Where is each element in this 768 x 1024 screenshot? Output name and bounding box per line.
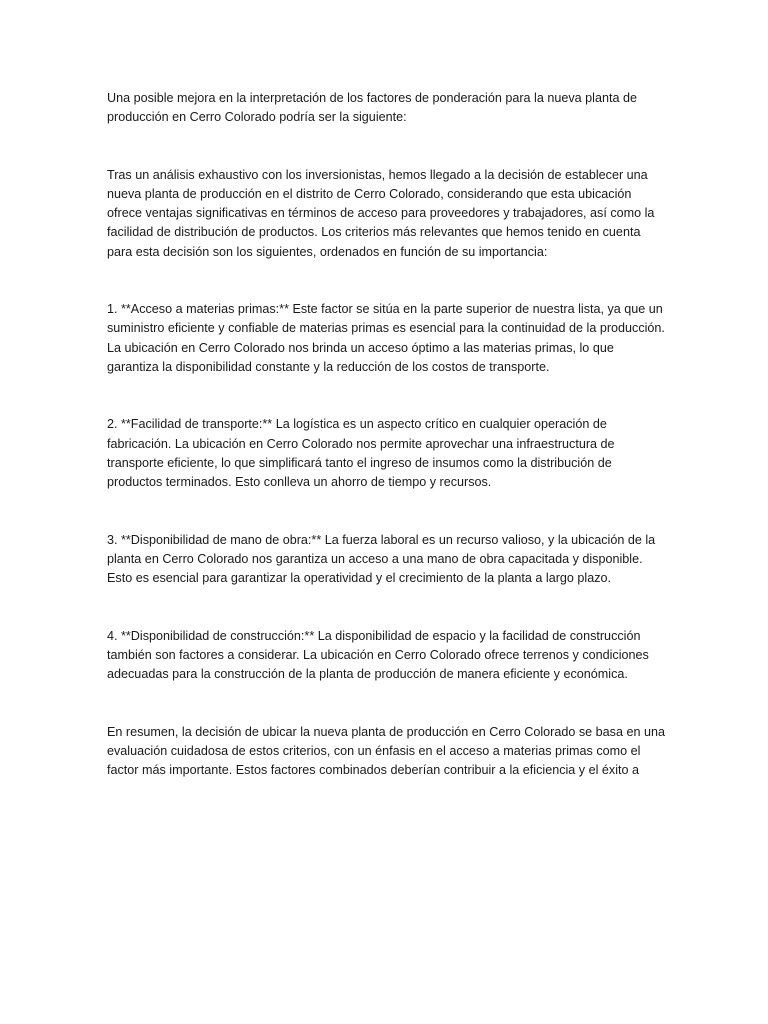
document-page	[107, 89, 667, 819]
criterion-raw-materials-paragraph: 1. **Acceso a materias primas:** Este factor se sitúa en la parte superior de nuestra lista, ya que un suministro eficiente y confiable de materias primas es esencial para la continuidad de la producción. La ubicación en Cerro Colorado nos brinda un acceso óptimo a las materias primas, lo que garantiza la disponibilidad constante y la reducción de los costos de transporte.	[107, 302, 665, 374]
criterion-labor-paragraph: 3. **Disponibilidad de mano de obra:** La fuerza laboral es un recurso valioso, y la ubicación de la planta en Cerro Colorado nos garantiza un acceso a una mano de obra capacitada y disponible. Esto es esencial para garantizar la operatividad y el crecimiento de la planta a largo plazo.	[107, 532, 656, 586]
summary-paragraph: En resumen, la decisión de ubicar la nueva planta de producción en Cerro Colorado se basa en una evaluación cuidadosa de estos criterios, con un énfasis en el acceso a materias primas como el factor más importante. Estos factores combinados deberían contribuir a la eficiencia y el éxito a	[107, 724, 665, 778]
criterion-construction-paragraph: 4. **Disponibilidad de construcción:** La disponibilidad de espacio y la facilidad de construcción también son factores a considerar. La ubicación en Cerro Colorado ofrece terrenos y condiciones adecuadas para la construcción de la planta de producción de manera eficiente y económica.	[107, 628, 649, 682]
context-paragraph: Tras un análisis exhaustivo con los inversionistas, hemos llegado a la decisión de establecer una nueva planta de producción en el distrito de Cerro Colorado, considerando que esta ubicación ofrece ventajas significativas en términos de acceso para proveedores y trabajadores, así como la facilidad de distribución de productos. Los criterios más relevantes que hemos tenido en cuenta para esta decisión son los siguientes, ordenados en función de su importancia:	[107, 167, 655, 259]
intro-paragraph: Una posible mejora en la interpretación de los factores de ponderación para la nueva planta de producción en Cerro Colorado podría ser la siguiente:	[107, 91, 637, 125]
criterion-transport-paragraph: 2. **Facilidad de transporte:** La logística es un aspecto crítico en cualquier operación de fabricación. La ubicación en Cerro Colorado nos permite aprovechar una infraestructura de transporte eficiente, lo que simplificará tanto el ingreso de insumos como la distribución de productos terminados. Esto conlleva un ahorro de tiempo y recursos.	[107, 417, 615, 490]
